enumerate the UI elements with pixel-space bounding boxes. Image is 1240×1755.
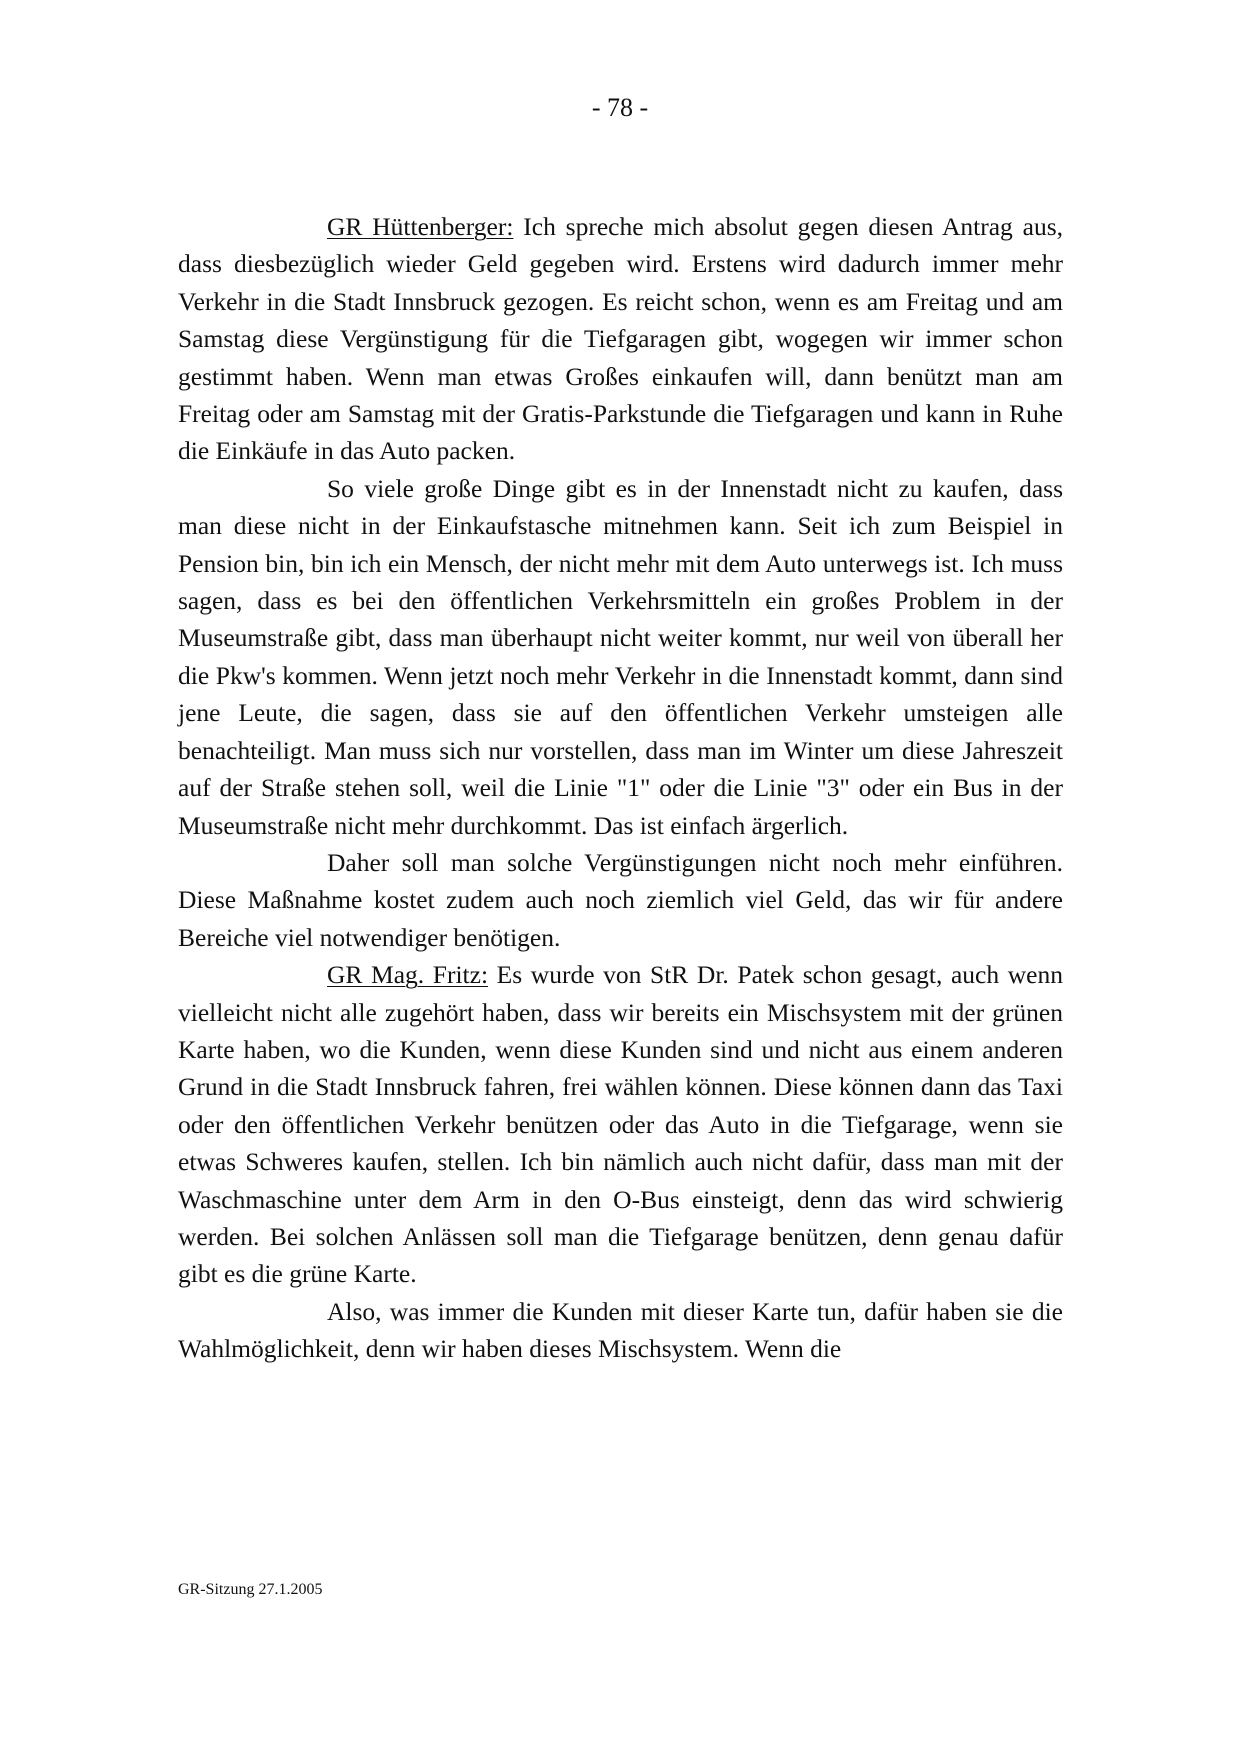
footer-session-date: GR-Sitzung 27.1.2005	[178, 1581, 323, 1598]
paragraph-text: Es wurde von StR Dr. Patek schon gesagt, auch wenn vielleicht nicht alle zugehört haben, dass wir bereits ein Mischsystem mit der grünen Karte haben, wo die Kunden, wenn diese Kunden sind und nicht aus einem anderen Grund in die Stadt Innsbruck fahren, frei wählen können. Diese können dann das Taxi oder den öffentlichen Verkehr benützen oder das Auto in die Tiefgarage, wenn sie etwas Schweres kaufen, stellen. Ich bin nämlich auch nicht dafür, dass man mit der Waschmaschine unter dem Arm in den O-Bus einsteigt, denn das wird schwierig werden. Bei solchen Anlässen soll man die Tiefgarage benützen, denn genau dafür gibt es die grüne Karte.	[178, 960, 1063, 1289]
paragraph-huettenberger-3	[178, 844, 1063, 956]
speaker-name: GR Hüttenberger:	[327, 212, 514, 241]
paragraph-fritz-2	[178, 1293, 1063, 1368]
paragraph-huettenberger-1	[178, 208, 1063, 470]
paragraph-huettenberger-2	[178, 470, 1063, 844]
document-body	[178, 208, 1063, 1368]
paragraph-text: Daher soll man solche Vergünstigungen nicht noch mehr einführen. Diese Maßnahme kostet zudem auch noch ziemlich viel Geld, das wir für andere Bereiche viel notwendiger benötigen.	[178, 847, 1063, 952]
page-number: - 78 -	[591, 93, 649, 122]
paragraph-fritz-1	[178, 956, 1063, 1293]
speaker-name: GR Mag. Fritz:	[327, 960, 489, 990]
paragraph-text: So viele große Dinge gibt es in der Innenstadt nicht zu kaufen, dass man diese nicht in der Einkaufstasche mitnehmen kann. Seit ich zum Beispiel in Pension bin, bin ich ein Mensch, der nicht mehr mit dem Auto unterwegs ist. Ich muss sagen, dass es bei den öffentlichen Verkehrsmitteln ein großes Problem in der Museumstraße gibt, dass man überhaupt nicht weiter kommt, nur weil von überall her die Pkw's kommen. Wenn jetzt noch mehr Verkehr in die Innenstadt kommt, dann sind jene Leute, die sagen, dass sie auf den öffentlichen Verkehr umsteigen alle benachteiligt. Man muss sich nur vorstellen, dass man im Winter um diese Jahreszeit auf der Straße stehen soll, weil die Linie "1" oder die Linie "3" oder ein Bus in der Museumstraße nicht mehr durchkommt. Das ist einfach ärgerlich.	[178, 473, 1063, 840]
paragraph-text: Also, was immer die Kunden mit dieser Karte tun, dafür haben sie die Wahlmöglichkeit, denn wir haben dieses Mischsystem. Wenn die	[178, 1296, 1063, 1364]
paragraph-text: Ich spreche mich absolut gegen diesen Antrag aus, dass diesbezüglich wieder Geld gegeben wird. Erstens wird dadurch immer mehr Verkehr in die Stadt Innsbruck gezogen. Es reicht schon, wenn es am Freitag und am Samstag diese Vergünstigung für die Tiefgaragen gibt, wogegen wir immer schon gestimmt haben. Wenn man etwas Großes einkaufen will, dann benützt man am Freitag oder am Samstag mit der Gratis-Parkstunde die Tiefgaragen und kann in Ruhe die Einkäufe in das Auto packen.	[178, 212, 1063, 466]
